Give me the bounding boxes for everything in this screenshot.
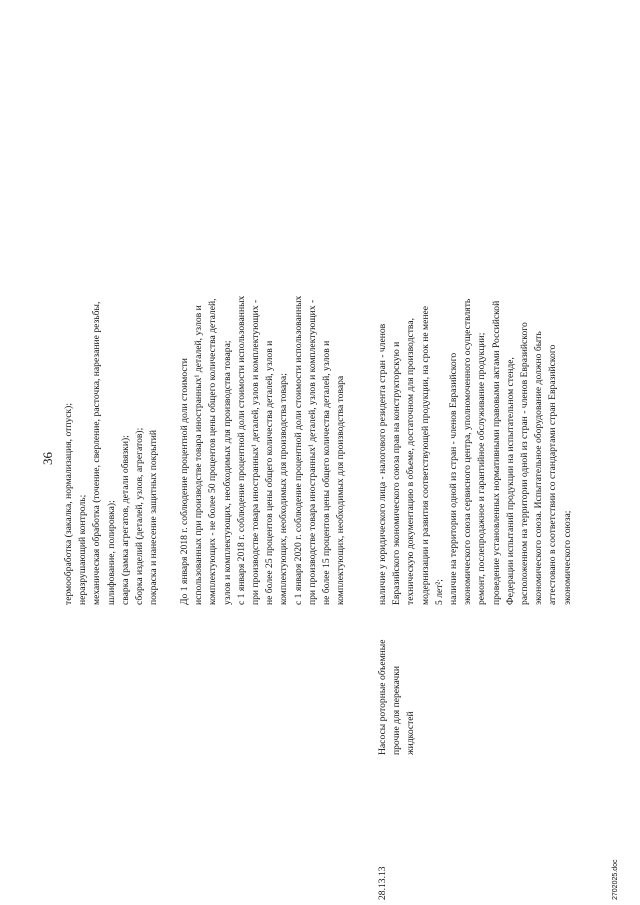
page-number: 36: [40, 452, 55, 465]
foreign-share-requirements: [178, 20, 348, 605]
requirement-line: экономического союза сервисного центра, уполномоченного осуществлять: [462, 298, 474, 605]
process-line: сборка изделий (деталей, узлов, агрегатов);: [134, 427, 146, 605]
requirement-line: расположенном на территории одной из стран - членов Евразийского: [519, 322, 531, 605]
requirement-line: при производстве товара иностранных¹ деталей, узлов и комплектующих -: [306, 299, 318, 605]
requirement-line: при производстве товара иностранных¹ деталей, узлов и комплектующих -: [250, 299, 262, 605]
requirement-line: До 1 января 2018 г. соблюдение процентной доли стоимости: [179, 358, 190, 605]
process-line: термообработка (закалка, нормализация, отпуск);: [63, 402, 74, 605]
product-line: Насосы роторные объемные: [377, 639, 388, 755]
requirement-line: не более 15 процентов цены общего количества деталей, узлов и: [321, 340, 333, 605]
requirement-line: ремонт, послепродажное и гарантийное обслуживание продукции;: [476, 332, 488, 605]
product-line: прочие для перекачки: [391, 665, 403, 755]
requirement-line: не более 25 процентов цены общего количества деталей, узлов и: [264, 340, 276, 605]
process-line: покраска и нанесение защитных покрытий: [148, 429, 160, 605]
process-line: механическая обработка (точение, сверление, расточка, нарезание резьбы,: [91, 301, 103, 605]
requirement-line: Евразийского экономического союза прав на конструкторскую и: [391, 341, 403, 605]
requirement-line: комплектующих, необходимых для производства товара;: [278, 373, 290, 605]
requirement-line: с 1 января 2018 г. соблюдение процентной доли стоимости использованных: [235, 295, 247, 605]
process-line: неразрушающий контроль;: [77, 494, 89, 605]
process-line: шлифование, полировка);: [105, 500, 117, 605]
process-list: [62, 20, 161, 605]
requirement-line: комплектующих - не более 50 процентов цены общего количества деталей,: [207, 298, 219, 605]
requirement-line: узлов и комплектующих, необходимых для производства товара;: [221, 340, 233, 605]
product-line: жидкостей: [405, 711, 417, 755]
footer-filename: 2702025.doc: [612, 859, 619, 900]
product-name: [376, 615, 419, 755]
requirement-line: проведение установленных нормативными правовыми актами Российской: [490, 300, 502, 605]
requirement-line: 5 лет²;: [433, 579, 445, 605]
requirement-line: наличие у юридического лица - налогового резидента стран - членов: [377, 323, 388, 605]
okpd-code: 28.13.13: [377, 866, 388, 900]
requirement-line: модернизации и развития соответствующей продукции, на срок не менее: [419, 305, 431, 605]
requirement-line: экономического союза. Испытательное оборудование должно быть: [533, 331, 545, 605]
requirement-line: комплектующих, необходимых для производства товара: [335, 375, 347, 605]
requirement-line: использованных при производстве товара иностранных¹ деталей, узлов и: [193, 305, 205, 605]
requirement-line: экономического союза;: [561, 510, 573, 605]
requirement-line: техническую документацию в объеме, достаточном для производства,: [405, 318, 417, 605]
product-requirements: [376, 20, 575, 605]
requirement-line: с 1 января 2020 г. соблюдение процентной доли стоимости использованных: [292, 295, 304, 605]
requirement-line: Федерации испытаний продукции на испытательном стенде,: [504, 357, 516, 605]
requirement-line: наличие на территории одной из стран - членов Евразийского: [448, 352, 460, 605]
process-line: сварка (рамка агрегатов, детали обвязки);: [119, 435, 131, 605]
requirement-line: аттестовано в соответствии со стандартами стран Евразийского: [547, 344, 559, 605]
